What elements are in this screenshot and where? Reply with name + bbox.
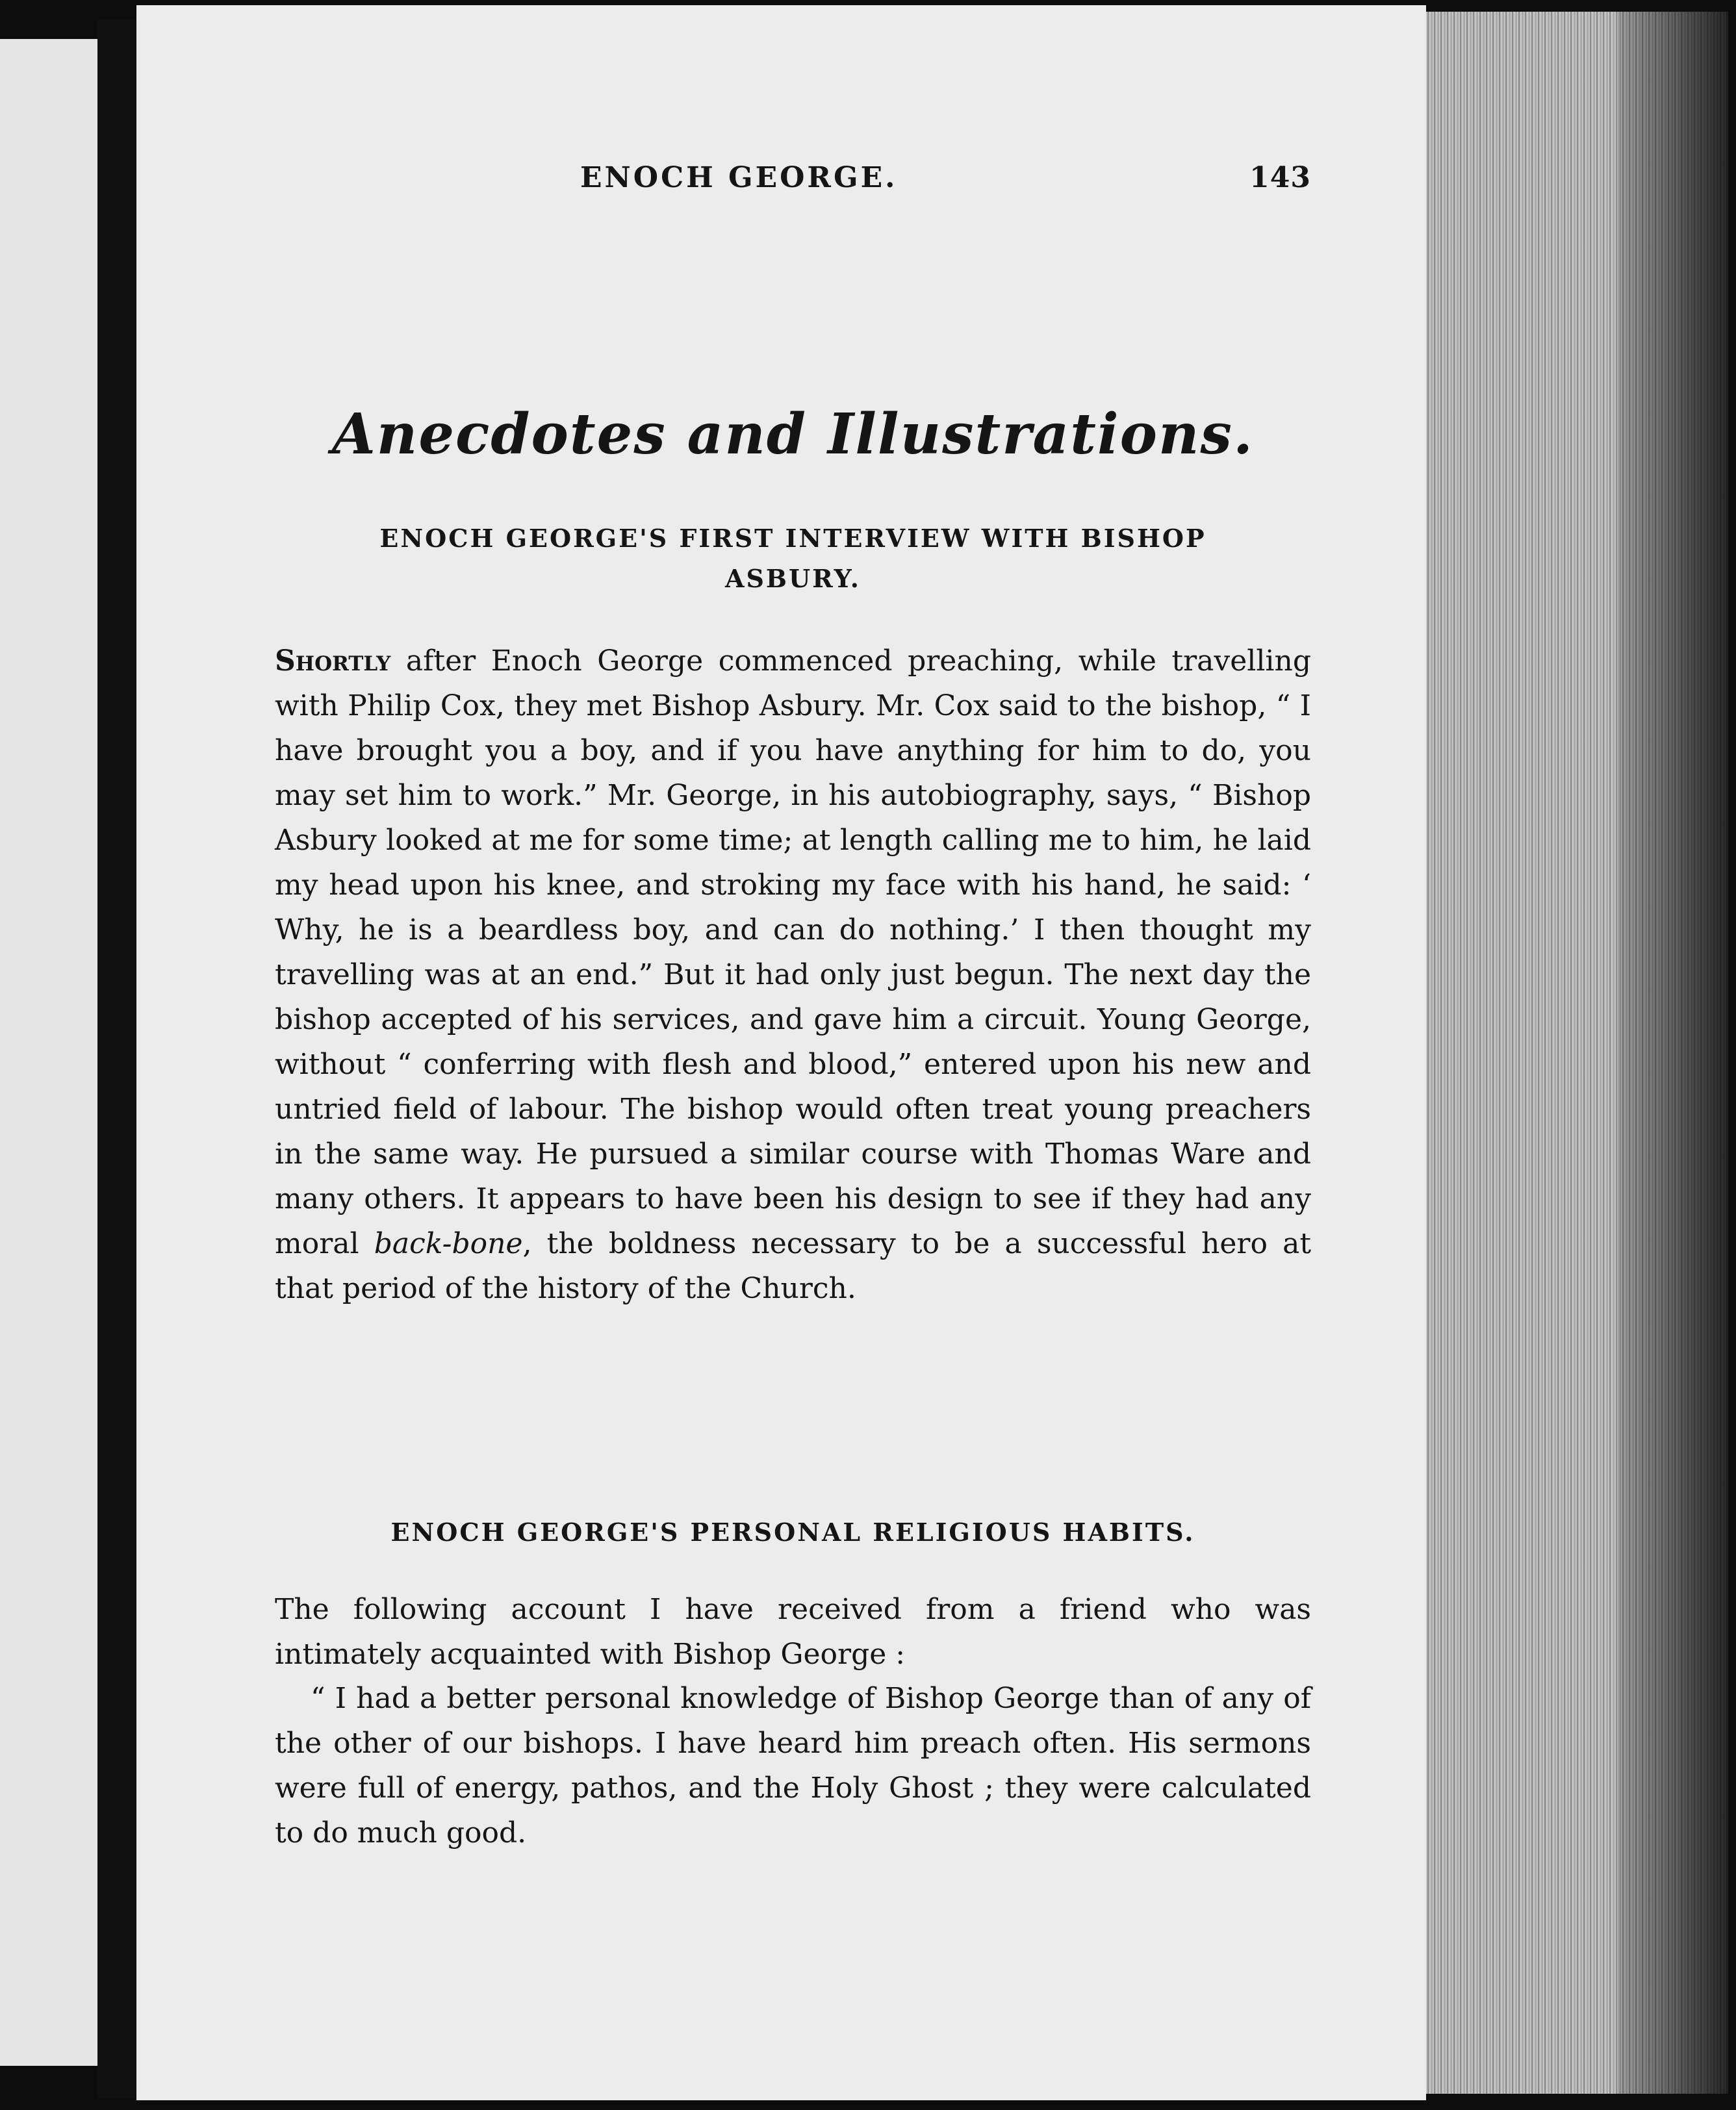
book-page — [136, 5, 1426, 2100]
article1-lead-word: Shortly — [275, 644, 391, 678]
page-number: 143 — [1249, 161, 1311, 194]
article1-title — [275, 518, 1311, 599]
article2-quote: “ I had a better personal knowledge of Bishop George than of any of the other of our bishops. I have heard him preach often. His sermons were full of energy, pathos, and the Holy Ghost ; they were calculated to do much good. — [275, 1682, 1311, 1849]
left-page-edge — [0, 39, 97, 2066]
article1-body-part1: after Enoch George commenced preaching, while travelling with Philip Cox, they met Bishop Asbury. Mr. Cox said to the bishop, “ I have brought you a boy, and if you have anything for him to do, you may set him to work.” Mr. George, in his autobiography, says, “ Bishop Asbury looked at me for some time; at length calling me to him, he laid my head upon his knee, and stroking my face with his hand, he said: ‘ Why, he is a beardless boy, and can do nothing.’ I then thought my travelling was at an end.” But it had only just begun. The next day the bishop accepted of his services, and gave him a circuit. Young George, without “ conferring with flesh and blood,” entered upon his new and untried field of labour. The bishop would often treat young preachers in the same way. He pursued a similar course with Thomas Ware and many others. It appears to have been his design to see if they had any moral — [275, 644, 1311, 1260]
article1-title-line2: ASBURY. — [724, 564, 862, 593]
article1-title-line1: ENOCH GEORGE'S FIRST INTERVIEW WITH BISHOP — [379, 524, 1206, 553]
book-page-edges — [1416, 12, 1728, 2094]
section-heading: Anecdotes and Illustrations. — [332, 401, 1254, 467]
running-head-title: ENOCH GEORGE. — [580, 161, 898, 194]
article1-body — [275, 639, 1311, 1311]
page-content — [275, 161, 1311, 1849]
book-gutter — [97, 19, 136, 2098]
article2-title: ENOCH GEORGE'S PERSONAL RELIGIOUS HABITS. — [390, 1518, 1195, 1547]
article1-emphasis: back-bone — [374, 1227, 523, 1260]
article2-intro: The following account I have received from a friend who was intimately acquainted with Bishop George : — [275, 1593, 1311, 1671]
article1-body-part2: , the boldness necessary to be a successful hero at that period of the history of the Church. — [275, 1227, 1311, 1305]
page-edge-shadow — [1618, 12, 1728, 2094]
running-head — [275, 161, 1311, 213]
